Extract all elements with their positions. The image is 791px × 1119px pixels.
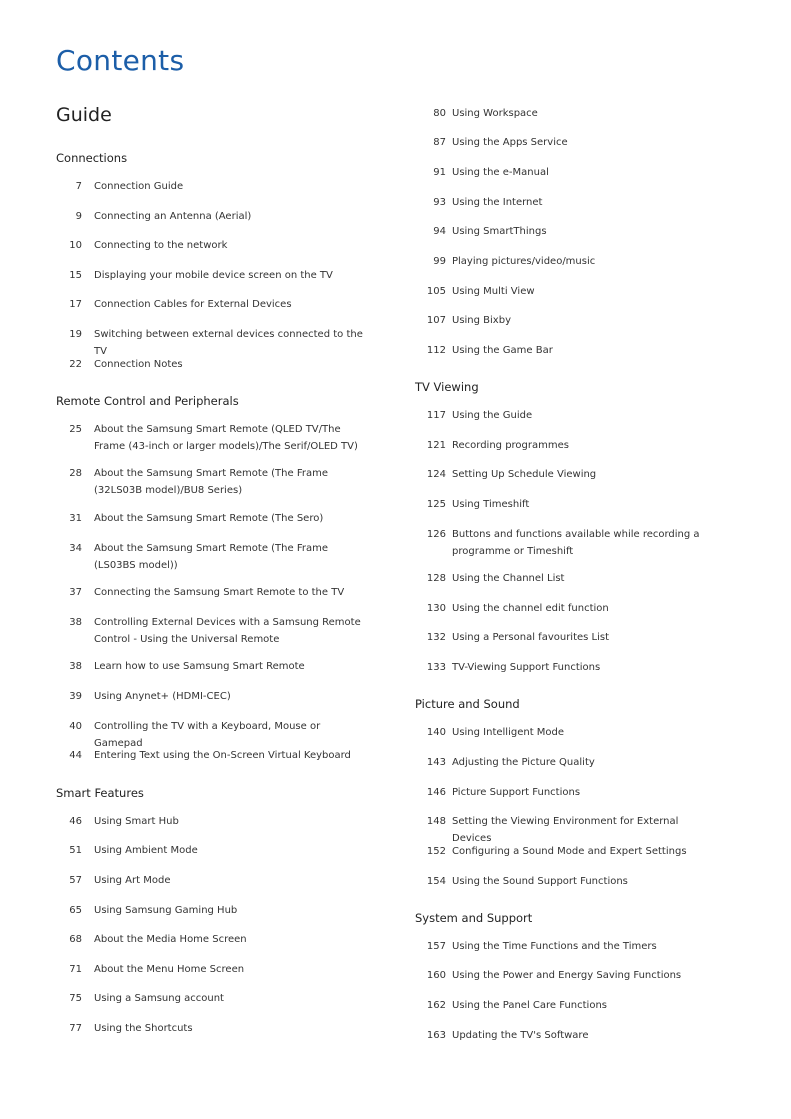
toc-entry-title: Using Samsung Gaming Hub (94, 905, 238, 916)
toc-page-number: 68 (69, 934, 82, 945)
toc-entry[interactable] (0, 813, 791, 847)
toc-page-number: 132 (426, 632, 446, 643)
toc-entry[interactable] (0, 134, 791, 168)
toc-page-number: 99 (433, 256, 446, 267)
toc-page-number: 15 (69, 270, 82, 281)
toc-page-number: 44 (69, 750, 82, 761)
toc-entry[interactable] (0, 496, 791, 530)
toc-entry-title: Using a Samsung account (94, 993, 224, 1004)
toc-page-number: 117 (426, 410, 446, 421)
toc-page-number: 146 (426, 787, 446, 798)
toc-entry[interactable] (0, 997, 791, 1031)
toc-page-number: 65 (69, 905, 82, 916)
toc-entry-title: Controlling External Devices with a Samsung Remote Control - Using the Universal Remote (94, 617, 361, 645)
toc-entry[interactable] (0, 253, 791, 287)
toc-page-number: 140 (426, 727, 446, 738)
toc-page-number: 93 (433, 197, 446, 208)
toc-page-number: 143 (426, 757, 446, 768)
guide-heading: Guide (56, 104, 112, 126)
toc-entry[interactable] (0, 526, 791, 560)
toc-entry-title: About the Samsung Smart Remote (QLED TV/The Frame (43-inch or larger models)/The Serif/OLED TV) (94, 424, 358, 452)
toc-entry-title: Using the Apps Service (452, 137, 568, 148)
toc-page-number: 9 (75, 211, 82, 222)
toc-entry-title: Using Multi View (452, 286, 535, 297)
toc-entry[interactable] (0, 342, 791, 376)
toc-page-number: 130 (426, 603, 446, 614)
toc-page-number: 112 (426, 345, 446, 356)
toc-entry-title: Updating the TV's Software (452, 1030, 589, 1041)
toc-page-number: 162 (426, 1000, 446, 1011)
toc-entry-title: Controlling the TV with a Keyboard, Mouse or Gamepad (94, 721, 321, 749)
toc-entry[interactable] (0, 659, 791, 693)
toc-page-number: 160 (426, 970, 446, 981)
section-heading-system-and-support: System and Support (415, 911, 533, 925)
toc-page-number: 17 (69, 299, 82, 310)
toc-page-number: 39 (69, 691, 82, 702)
toc-page-number: 157 (426, 941, 446, 952)
section-heading-tv-viewing: TV Viewing (415, 380, 479, 394)
toc-entry-title: Using the Guide (452, 410, 533, 421)
toc-page-number: 10 (69, 240, 82, 251)
toc-entry-title: Picture Support Functions (452, 787, 581, 798)
toc-entry-title: Learn how to use Samsung Smart Remote (94, 661, 305, 672)
toc-entry[interactable] (0, 724, 791, 758)
toc-entry[interactable] (0, 754, 791, 788)
toc-page-number: 94 (433, 226, 446, 237)
toc-page-number: 91 (433, 167, 446, 178)
toc-entry-title: Playing pictures/video/music (452, 256, 596, 267)
toc-entry-title: Using Ambient Mode (94, 845, 198, 856)
section-heading-smart-features: Smart Features (56, 786, 144, 800)
toc-entry[interactable] (0, 1027, 791, 1061)
toc-page-number: 124 (426, 469, 446, 480)
toc-page-number: 77 (69, 1023, 82, 1034)
toc-page-number: 40 (69, 721, 82, 732)
toc-entry-title: Using a Personal favourites List (452, 632, 610, 643)
toc-page-number: 148 (426, 816, 446, 827)
toc-page-number: 31 (69, 513, 82, 524)
toc-entry-title: Entering Text using the On-Screen Virtual Keyboard (94, 750, 351, 761)
toc-entry[interactable] (0, 629, 791, 663)
toc-page-number: 80 (433, 108, 446, 119)
toc-entry-title: Displaying your mobile device screen on the TV (94, 270, 333, 281)
toc-entry-title: Connecting the Samsung Smart Remote to the TV (94, 587, 345, 598)
toc-entry-title: About the Samsung Smart Remote (The Frame (32LS03B model)/BU8 Series) (94, 468, 328, 496)
toc-entry-title: Recording programmes (452, 440, 569, 451)
toc-entry-title: TV-Viewing Support Functions (452, 662, 601, 673)
toc-entry-title: Using the Panel Care Functions (452, 1000, 607, 1011)
toc-entry-title: Using Bixby (452, 315, 511, 326)
toc-page-number: 126 (426, 529, 446, 540)
toc-entry-title: Using the Sound Support Functions (452, 876, 628, 887)
section-heading-remote-control: Remote Control and Peripherals (56, 394, 239, 408)
toc-page-number: 19 (69, 329, 82, 340)
toc-entry-title: Connection Guide (94, 181, 184, 192)
toc-entry-title: About the Samsung Smart Remote (The Frame (LS03BS model)) (94, 543, 328, 571)
toc-entry-title: Adjusting the Picture Quality (452, 757, 595, 768)
toc-entry[interactable] (0, 164, 791, 198)
toc-entry-title: Using the Internet (452, 197, 543, 208)
toc-entry[interactable] (0, 967, 791, 1001)
toc-entry[interactable] (0, 407, 791, 441)
toc-entry-title: Using the Time Functions and the Timers (452, 941, 657, 952)
toc-entry-title: Using the channel edit function (452, 603, 609, 614)
toc-page-number: 57 (69, 875, 82, 886)
toc-entry-title: Using the Channel List (452, 573, 565, 584)
toc-entry-title: Connecting to the network (94, 240, 228, 251)
toc-page-number: 133 (426, 662, 446, 673)
toc-entry-title: About the Menu Home Screen (94, 964, 245, 975)
toc-entry-title: Using the Shortcuts (94, 1023, 193, 1034)
toc-entry[interactable] (0, 873, 791, 907)
toc-entry-title: Configuring a Sound Mode and Expert Settings (452, 846, 687, 857)
toc-entry-title: Setting Up Schedule Viewing (452, 469, 597, 480)
toc-entry-title: Using the Game Bar (452, 345, 553, 356)
toc-entry-title: Using Intelligent Mode (452, 727, 565, 738)
toc-entry-title: Connection Cables for External Devices (94, 299, 292, 310)
toc-page-number: 38 (69, 617, 82, 628)
toc-entry[interactable] (0, 843, 791, 877)
toc-page-number: 37 (69, 587, 82, 598)
toc-page-number: 71 (69, 964, 82, 975)
section-heading-connections: Connections (56, 151, 128, 165)
toc-page-number: 87 (433, 137, 446, 148)
toc-entry-title: Using Anynet+ (HDMI-CEC) (94, 691, 231, 702)
toc-page-number: 125 (426, 499, 446, 510)
toc-entry-title: Using the e-Manual (452, 167, 549, 178)
toc-page-number: 28 (69, 468, 82, 479)
toc-entry-title: Connecting an Antenna (Aerial) (94, 211, 252, 222)
page-title: Contents (56, 44, 185, 77)
toc-page-number: 154 (426, 876, 446, 887)
toc-entry[interactable] (0, 570, 791, 604)
toc-page-number: 51 (69, 845, 82, 856)
toc-page-number: 128 (426, 573, 446, 584)
toc-page-number: 105 (426, 286, 446, 297)
toc-page-number: 38 (69, 661, 82, 672)
toc-page-number: 152 (426, 846, 446, 857)
toc-entry-title: Using Timeshift (452, 499, 530, 510)
toc-entry-title: Using the Power and Energy Saving Functions (452, 970, 682, 981)
toc-page-number: 34 (69, 543, 82, 554)
toc-entry-title: Using Smart Hub (94, 816, 179, 827)
toc-entry[interactable] (0, 312, 791, 346)
toc-entry[interactable] (0, 466, 791, 500)
toc-entry-title: Using SmartThings (452, 226, 547, 237)
toc-entry-title: Switching between external devices connected to the TV (94, 329, 363, 357)
toc-entry[interactable] (0, 688, 395, 722)
toc-page-number: 46 (69, 816, 82, 827)
toc-entry-title: Buttons and functions available while recording a programme or Timeshift (452, 529, 700, 557)
toc-entry[interactable] (0, 223, 791, 257)
section-heading-picture-and-sound: Picture and Sound (415, 697, 520, 711)
toc-entry-title: Setting the Viewing Environment for External Devices (452, 816, 679, 844)
toc-entry-title: Using Art Mode (94, 875, 171, 886)
toc-page-number: 107 (426, 315, 446, 326)
toc-entry-title: Using Workspace (452, 108, 538, 119)
toc-page-number: 7 (75, 181, 82, 192)
toc-page-number: 121 (426, 440, 446, 451)
toc-entry-title: About the Media Home Screen (94, 934, 247, 945)
toc-page-number: 163 (426, 1030, 446, 1041)
toc-page-number: 25 (69, 424, 82, 435)
toc-entry-title: About the Samsung Smart Remote (The Sero) (94, 513, 324, 524)
toc-page-number: 75 (69, 993, 82, 1004)
toc-page-number: 22 (69, 359, 82, 370)
toc-entry-title: Connection Notes (94, 359, 183, 370)
